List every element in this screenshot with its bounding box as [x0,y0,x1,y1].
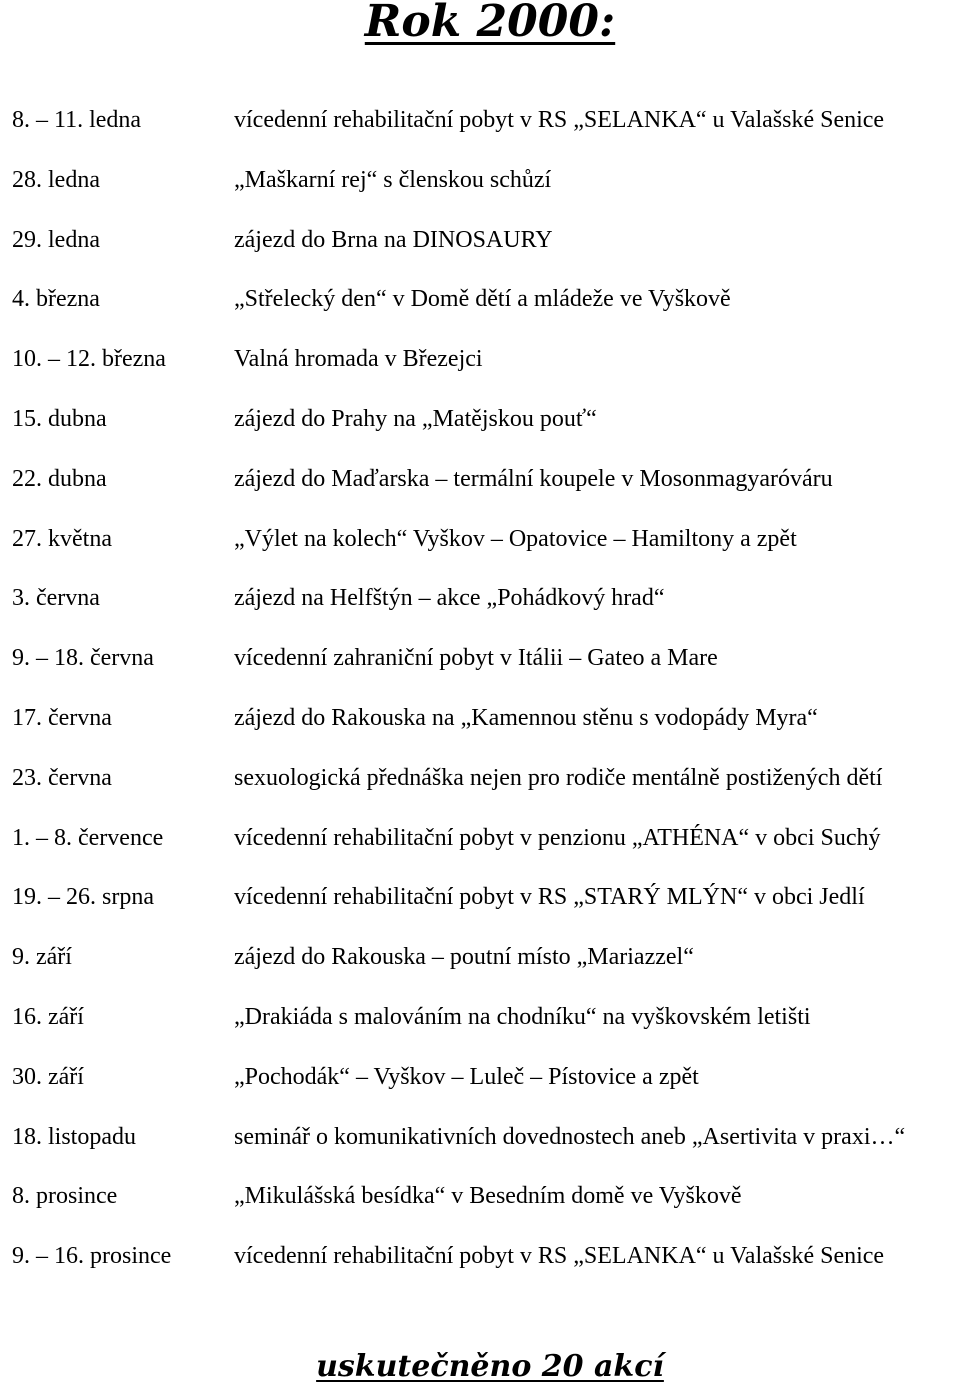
page-title: Rok 2000: [364,0,616,47]
event-description: zájezd do Rakouska na „Kamennou stěnu s vodopády Myra“ [234,704,818,731]
event-date: 9. září [12,944,72,971]
event-row [0,1117,960,1177]
event-list [0,100,960,1296]
event-description: „Výlet na kolech“ Vyškov – Opatovice – Hamiltony a zpět [234,525,797,552]
event-row [0,279,960,339]
event-description: zájezd do Prahy na „Matějskou pouť“ [234,405,597,432]
event-row [0,339,960,399]
event-description: vícedenní rehabilitační pobyt v RS „SELANKA“ u Valašské Senice [234,1243,885,1270]
event-date: 16. září [12,1003,84,1030]
event-row [0,519,960,579]
event-date: 8. prosince [12,1183,118,1210]
event-row [0,937,960,997]
event-date: 22. dubna [12,465,107,492]
event-date: 28. ledna [12,166,100,193]
event-row [0,877,960,937]
event-row [0,399,960,459]
event-date: 9. – 18. června [12,645,154,672]
event-description: „Maškarní rej“ s členskou schůzí [234,166,552,193]
event-date: 27. května [12,525,112,552]
event-description: seminář o komunikativních dovednostech aneb „Asertivita v praxi…“ [234,1123,906,1150]
event-date: 3. června [12,585,100,612]
summary-footer: uskutečněno 20 akcí [316,1349,664,1384]
event-row [0,1176,960,1236]
event-row [0,220,960,280]
event-row [0,698,960,758]
event-date: 9. – 16. prosince [12,1243,172,1270]
event-description: vícedenní zahraniční pobyt v Itálii – Gateo a Mare [234,645,718,672]
event-date: 19. – 26. srpna [12,884,154,911]
event-date: 18. listopadu [12,1123,136,1150]
event-description: sexuologická přednáška nejen pro rodiče mentálně postižených dětí [234,764,883,791]
event-description: zájezd do Brna na DINOSAURY [234,226,553,253]
event-description: „Mikulášská besídka“ v Besedním domě ve Vyškově [234,1183,742,1210]
event-row [0,758,960,818]
event-row [0,997,960,1057]
event-description: „Drakiáda s malováním na chodníku“ na vyškovském letišti [234,1003,811,1030]
event-description: zájezd do Maďarska – termální koupele v Mosonmagyaróváru [234,465,833,492]
event-description: zájezd na Helfštýn – akce „Pohádkový hrad“ [234,585,665,612]
event-date: 30. září [12,1063,84,1090]
event-date: 1. – 8. července [12,824,164,851]
event-date: 23. června [12,764,112,791]
event-row [0,578,960,638]
event-date: 8. – 11. ledna [12,107,142,133]
event-row [0,638,960,698]
event-row [0,100,960,160]
event-date: 15. dubna [12,405,107,432]
event-description: vícedenní rehabilitační pobyt v RS „SELANKA“ u Valašské Senice [234,107,885,133]
event-date: 17. června [12,704,112,731]
event-description: zájezd do Rakouska – poutní místo „Mariazzel“ [234,944,694,971]
event-row [0,818,960,878]
event-description: „Pochodák“ – Vyškov – Luleč – Pístovice a zpět [234,1063,699,1090]
event-date: 4. března [12,286,100,313]
event-date: 10. – 12. března [12,346,166,373]
event-description: vícedenní rehabilitační pobyt v penzionu „ATHÉNA“ v obci Suchý [234,824,881,851]
event-row [0,1057,960,1117]
event-description: „Střelecký den“ v Domě dětí a mládeže ve Vyškově [234,286,731,313]
event-row [0,459,960,519]
event-row [0,160,960,220]
event-row [0,1236,960,1296]
event-description: Valná hromada v Březejci [234,346,483,373]
event-description: vícedenní rehabilitační pobyt v RS „STARÝ MLÝN“ v obci Jedlí [234,884,865,911]
event-date: 29. ledna [12,226,100,253]
